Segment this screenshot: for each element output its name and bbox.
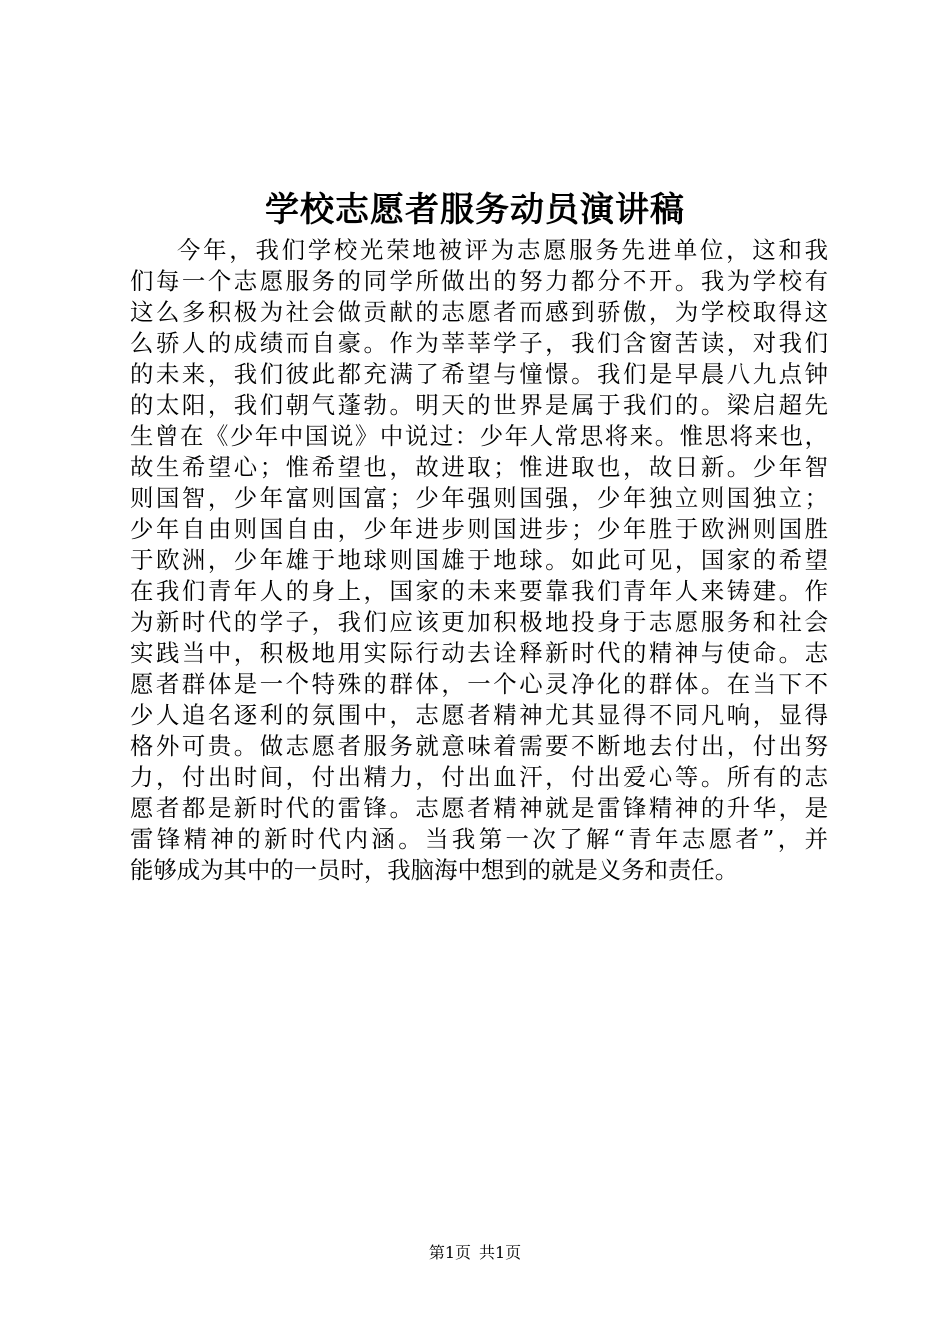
body-line: 这么多积极为社会做贡献的志愿者而感到骄傲，为学校取得这 — [130, 298, 828, 326]
body-line: 的太阳，我们朝气蓬勃。明天的世界是属于我们的。梁启超先 — [130, 391, 828, 419]
body-line: 故生希望心；惟希望也，故进取；惟进取也，故日新。少年智 — [130, 453, 828, 481]
page-total: 共1页 — [479, 1243, 522, 1262]
document-title: 学校志愿者服务动员演讲稿 — [265, 190, 685, 230]
body-line: 实践当中，积极地用实际行动去诠释新时代的精神与使命。志 — [130, 639, 828, 667]
page-number: 第1页 — [428, 1243, 471, 1262]
body-line: 则国智，少年富则国富；少年强则国强，少年独立则国独立； — [130, 484, 828, 512]
body-line: 能够成为其中的一员时，我脑海中想到的就是义务和责任。 — [130, 856, 739, 884]
body-line: 么骄人的成绩而自豪。作为莘莘学子，我们含窗苦读，对我们 — [130, 329, 828, 357]
body-line: 在我们青年人的身上，国家的未来要靠我们青年人来铸建。作 — [130, 577, 828, 605]
body-line: 为新时代的学子，我们应该更加积极地投身于志愿服务和社会 — [130, 608, 828, 636]
body-line: 今年，我们学校光荣地被评为志愿服务先进单位，这和我 — [177, 236, 828, 264]
body-line: 的未来，我们彼此都充满了希望与憧憬。我们是早晨八九点钟 — [130, 360, 828, 388]
body-line: 愿者群体是一个特殊的群体，一个心灵净化的群体。在当下不 — [130, 670, 828, 698]
body-line: 愿者都是新时代的雷锋。志愿者精神就是雷锋精神的升华，是 — [130, 794, 828, 822]
body-line: 格外可贵。做志愿者服务就意味着需要不断地去付出，付出努 — [130, 732, 828, 760]
body-line: 于欧洲，少年雄于地球则国雄于地球。如此可见，国家的希望 — [130, 546, 828, 574]
body-line: 少年自由则国自由，少年进步则国进步；少年胜于欧洲则国胜 — [130, 515, 828, 543]
document-body — [130, 235, 828, 886]
body-line: 们每一个志愿服务的同学所做出的努力都分不开。我为学校有 — [130, 267, 828, 295]
body-line: 雷锋精神的新时代内涵。当我第一次了解“青年志愿者”，并 — [130, 825, 828, 853]
body-line: 少人追名逐利的氛围中，志愿者精神尤其显得不同凡响，显得 — [130, 701, 828, 729]
body-line: 生曾在《少年中国说》中说过：少年人常思将来。惟思将来也， — [130, 422, 828, 450]
body-line: 力，付出时间，付出精力，付出血汗，付出爱心等。所有的志 — [130, 763, 828, 791]
page-footer — [0, 1242, 950, 1264]
